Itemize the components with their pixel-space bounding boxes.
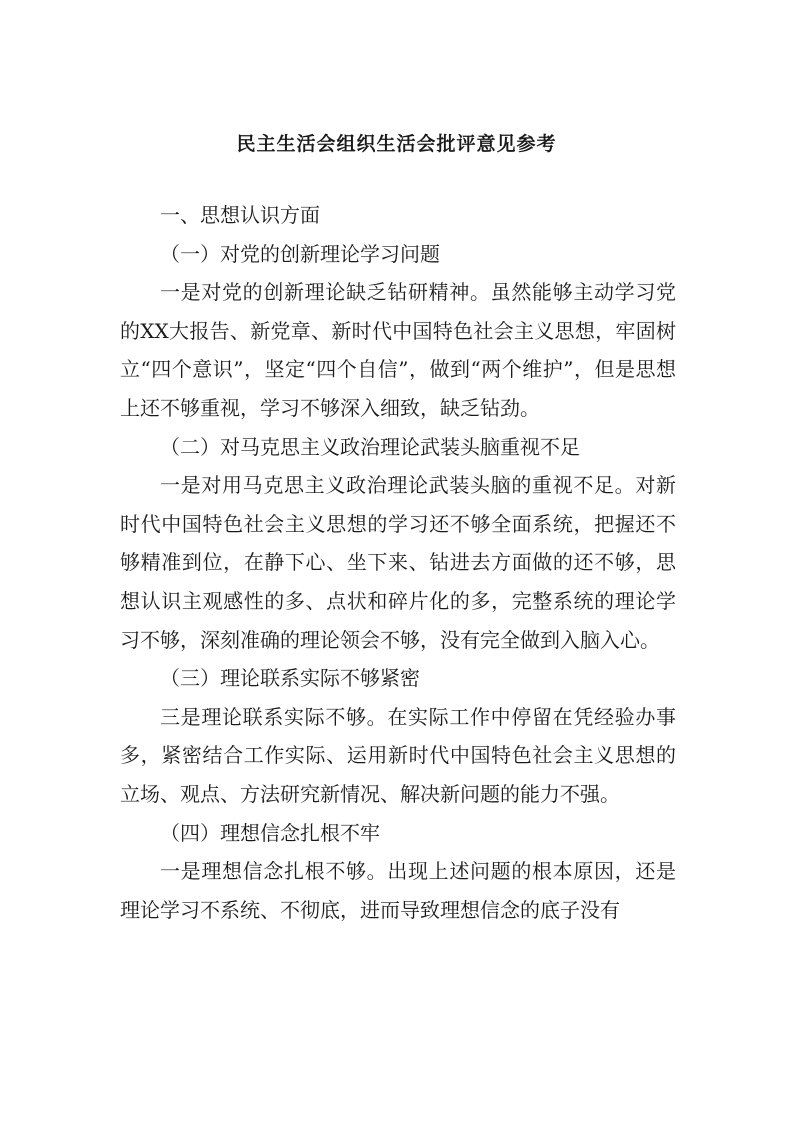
subsection-heading-2: （二）对马克思主义政治理论武装头脑重视不足 [160, 434, 580, 459]
document-title: 民主生活会组织生活会批评意见参考 [236, 133, 557, 155]
section-heading-thinking: 一、思想认识方面 [160, 203, 320, 227]
subsection-heading-4: （四）理想信念扎根不牢 [160, 820, 380, 845]
paragraph-1: 一是对党的创新理论缺乏钻研精神。虽然能够主动学习党的XX大报告、新党章、新时代中国特色社会主义思想，牢固树立“四个意识”，坚定“四个自信”，做到“两个维护”，但是思想上还不够重视，学习不够深入细致，缺乏钻劲。 [120, 280, 676, 420]
subsection-heading-3: （三）理论联系实际不够紧密 [160, 666, 420, 691]
paragraph-2: 一是对用马克思主义政治理论武装头脑的重视不足。对新时代中国特色社会主义思想的学习还不够全面系统，把握还不够精准到位，在静下心、坐下来、钻进去方面做的还不够，思想认识主观感性的多、点状和碎片化的多，完整系统的理论学习不够，深刻准确的理论领会不够，没有完全做到入脑入心。 [120, 473, 676, 652]
paragraph-4: 一是理想信念扎根不够。出现上述问题的根本原因，还是理论学习不系统、不彻底，进而导致理想信念的底子没有 [120, 859, 676, 922]
subsection-heading-1: （一）对党的创新理论学习问题 [160, 241, 440, 266]
document-body [120, 196, 676, 929]
paragraph-3: 三是理论联系实际不够。在实际工作中停留在凭经验办事多，紧密结合工作实际、运用新时代中国特色社会主义思想的立场、观点、方法研究新情况、解决新问题的能力不强。 [120, 704, 676, 806]
